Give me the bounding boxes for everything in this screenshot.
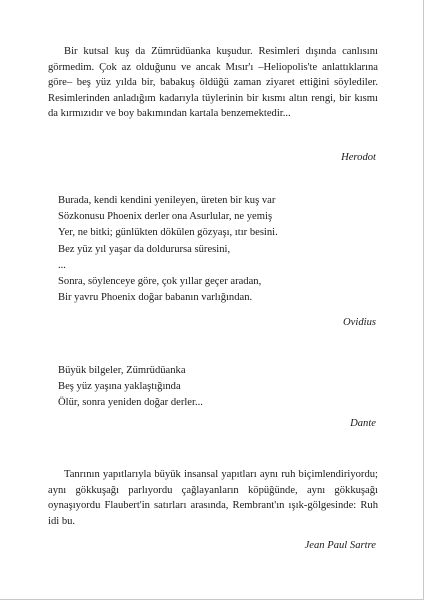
- verse-line: Beş yüz yaşına yaklaştığında: [58, 381, 181, 393]
- quote-author: Dante: [350, 418, 376, 429]
- verse-line: Sözkonusu Phoenix derler ona Asurlular, ne yemiş: [58, 211, 273, 223]
- verse-line: Büyük bilgeler, Zümrüdüanka: [58, 365, 186, 376]
- quote-author: Ovidius: [343, 317, 376, 328]
- herodot-quote: [48, 44, 378, 122]
- verse-line: Ölür, sonra yeniden doğar derler...: [58, 397, 203, 409]
- verse-line: Bir yavru Phoenix doğar babanın varlığından.: [58, 292, 253, 304]
- verse-lines: [48, 193, 378, 306]
- quote-text: Tanrının yapıtlarıyla büyük insansal yapıtları aynı ruh biçimlendiriyordu; aynı gökkuşağı parlıyordu çağlayanların köpüğünde, aynı gökkuşağı oynaşıyordu Flaubert'in satırları arasında, Rembrant'ın ışık-gölgesinde: Ruh idi bu.: [48, 469, 378, 527]
- dante-verse: [48, 363, 378, 412]
- verse-line: Yer, ne bitki; günlükten dökülen gözyaşı, ıtır besini.: [58, 227, 278, 239]
- verse-line: Sonra, söylenceye göre, çok yıllar geçer aradan,: [58, 276, 262, 288]
- ovidius-verse: [48, 193, 378, 306]
- verse-lines: [48, 363, 378, 412]
- sartre-quote: [48, 467, 378, 529]
- quote-text: Bir kutsal kuş da Zümrüdüanka kuşudur. Resimleri dışında canlısını görmedim. Çok az olduğunu ve ancak Mısır'ı –Heliopolis'te anlattıklarına göre– beş yüz yılda bir, babakuş öldüğü zaman ziyaret ettiğini söylediler. Resimlerinden anladığım kadarıyla tüylerinin bir kısmı altın rengi, bir kısmı da kırmızıdır ve boy bakımından kartala benzemektedir...: [48, 46, 378, 120]
- quote-author: Jean Paul Sartre: [304, 540, 376, 551]
- verse-line: Burada, kendi kendini yenileyen, üreten bir kuş var: [58, 195, 276, 206]
- verse-line: ...: [58, 259, 66, 271]
- quote-author: Herodot: [341, 152, 376, 163]
- verse-line: Bez yüz yıl yaşar da doldurursa süresini,: [58, 243, 231, 255]
